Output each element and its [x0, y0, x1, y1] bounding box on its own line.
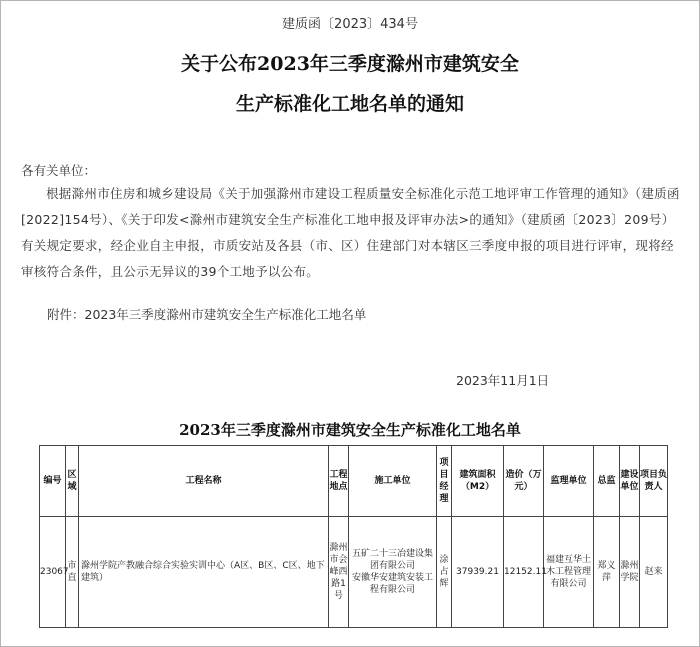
document-number: 建质函〔2023〕434号	[282, 17, 418, 32]
header-region: 区域	[66, 446, 79, 517]
cell-supervisor: 福建互华土木工程管理有限公司	[544, 517, 594, 628]
notice-body: 根据滁州市住房和城乡建设局《关于加强滁州市建设工程质量安全标准化示范工地评审工作管理的通知》（建质函[2022]154号）、《关于印发<滁州市建筑安全生产标准化工地申报及评审办法>的通知》（建质函〔2023〕209号）有关规定要求，经企业自主申报，市质安站及各县（市、区）住建部门对本辖区三季度申报的项目进行评审，现将经审核符合条件，且公示无异议的39个工地予以公布。	[21, 186, 680, 279]
cell-owner: 滁州学院	[620, 517, 640, 628]
cell-pm: 涂占辉	[437, 517, 452, 628]
cell-region: 市直	[66, 517, 79, 628]
header-contractor: 施工单位	[349, 446, 437, 517]
header-owner: 建设单位	[620, 446, 640, 517]
table-title: 2023年三季度滁州市建筑安全生产标准化工地名单	[179, 421, 521, 439]
cell-owner-lead: 赵来	[640, 517, 668, 628]
header-id: 编号	[40, 446, 66, 517]
notice-title-line1: 关于公布2023年三季度滁州市建筑安全	[181, 53, 519, 75]
cell-chief: 郑义萍	[594, 517, 620, 628]
salutation: 各有关单位：	[21, 163, 97, 178]
cell-area: 37939.21	[452, 517, 504, 628]
header-location: 工程地点	[329, 446, 349, 517]
worksite-table	[39, 445, 668, 628]
cell-location: 滁州市会峰西路1号	[329, 517, 349, 628]
cell-contractor: 五矿二十三冶建设集团有限公司 安徽华安建筑安装工程有限公司	[349, 517, 437, 628]
cell-project: 滁州学院产教融合综合实验实训中心（A区、B区、C区、地下建筑）	[79, 517, 329, 628]
cell-id: 23067	[40, 517, 66, 628]
attachment-note: 附件：2023年三季度滁州市建筑安全生产标准化工地名单	[47, 307, 367, 322]
notice-title-line2: 生产标准化工地名单的通知	[235, 93, 464, 115]
header-area: 建筑面积（M2）	[452, 446, 504, 517]
header-chief: 总监	[594, 446, 620, 517]
table-row	[40, 517, 668, 628]
header-project: 工程名称	[79, 446, 329, 517]
header-owner-lead: 项目负责人	[640, 446, 668, 517]
table-header-row	[40, 446, 668, 517]
header-cost: 造价（万元）	[504, 446, 544, 517]
header-pm: 项目经理	[437, 446, 452, 517]
header-supervisor: 监理单位	[544, 446, 594, 517]
cell-cost: 12152.11	[504, 517, 544, 628]
issue-date: 2023年11月1日	[456, 373, 550, 388]
